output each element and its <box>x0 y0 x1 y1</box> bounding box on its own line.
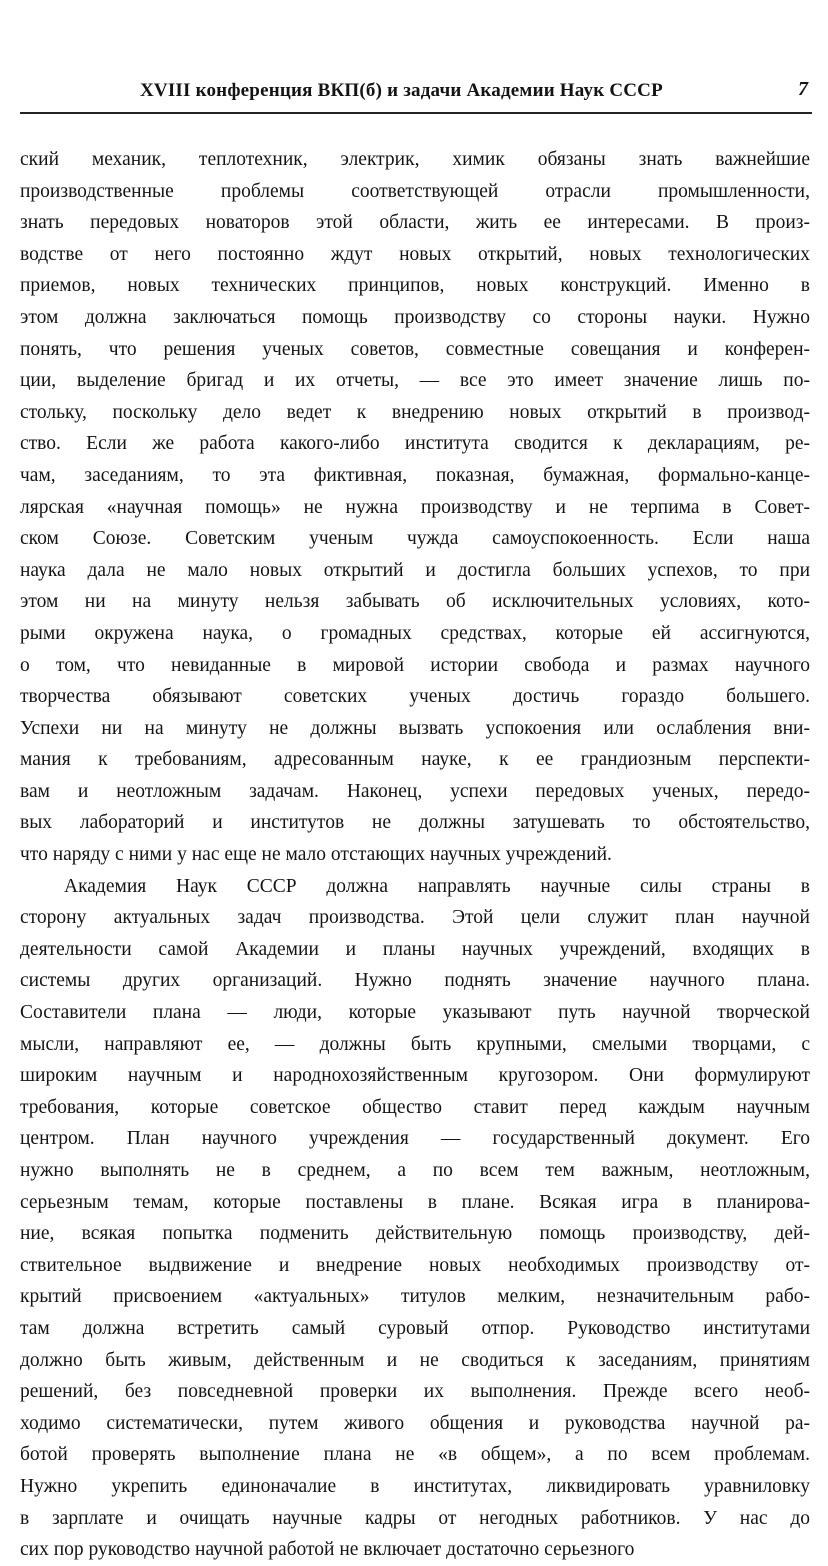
text-line: требования, которые советское общество ставит перед каждым научным <box>20 1096 810 1118</box>
text-line: вам и неотложным задачам. Наконец, успехи передовых ученых, передо- <box>20 780 810 802</box>
text-line: центром. План научного учреждения — государственный документ. Его <box>20 1128 810 1150</box>
text-line: ском Союзе. Советским ученым чужда самоуспокоенность. Если наша <box>20 528 810 550</box>
text-line: рыми окружена наука, о громадных средствах, которые ей ассигнуются, <box>20 622 810 644</box>
text-line: мания к требованиям, адресованным науке, к ее грандиозным перспекти- <box>20 749 810 771</box>
text-line: знать передовых новаторов этой области, жить ее интересами. В произ- <box>20 212 810 234</box>
text-line: ствительное выдвижение и внедрение новых необходимых производству от- <box>20 1254 810 1276</box>
text-line: Академия Наук СССР должна направлять научные силы страны в <box>64 875 810 897</box>
paragraph <box>20 144 810 871</box>
text-line: сторону актуальных задач производства. Этой цели служит план научной <box>20 907 810 929</box>
text-line: широким научным и народнохозяйственным кругозором. Они формулируют <box>20 1065 810 1087</box>
text-line: решений, без повседневной проверки их выполнения. Прежде всего необ- <box>20 1381 810 1403</box>
body-text <box>20 144 810 1566</box>
running-head <box>20 80 812 104</box>
text-line: производственные проблемы соответствующей отрасли промышленности, <box>20 180 810 202</box>
text-line: этом ни на минуту нельзя забывать об исключительных условиях, кото- <box>20 591 810 613</box>
text-line: понять, что решения ученых советов, совместные совещания и конферен- <box>20 338 810 360</box>
text-line: серьезным темам, которые поставлены в плане. Всякая игра в планирова- <box>20 1191 810 1213</box>
text-line: чам, заседаниям, то эта фиктивная, показная, бумажная, формально-канце- <box>20 464 810 486</box>
text-line: сих пор руководство научной работой не включает достаточно серьезного <box>20 1539 635 1561</box>
header-divider <box>20 112 812 114</box>
page-number: 7 <box>798 78 808 100</box>
text-line: что наряду с ними у нас еще не мало отстающих научных учреждений. <box>20 844 612 866</box>
text-line: приемов, новых технических принципов, новых конструкций. Именно в <box>20 275 810 297</box>
text-line: водстве от него постоянно ждут новых открытий, новых технологических <box>20 243 810 265</box>
text-line: должно быть живым, действенным и не сводиться к заседаниям, принятиям <box>20 1349 810 1371</box>
running-title: XVIII конференция ВКП(б) и задачи Академии Наук СССР <box>140 80 663 101</box>
text-line: о том, что невиданные в мировой истории свобода и размах научного <box>20 654 810 676</box>
text-line: этом должна заключаться помощь производству со стороны науки. Нужно <box>20 306 810 328</box>
text-line: стольку, поскольку дело ведет к внедрению новых открытий в производ- <box>20 401 810 423</box>
text-line: ние, всякая попытка подменить действительную помощь производству, дей- <box>20 1223 810 1245</box>
text-line: системы других организаций. Нужно поднять значение научного плана. <box>20 970 810 992</box>
text-line: Нужно укрепить единоначалие в институтах, ликвидировать уравниловку <box>20 1475 810 1497</box>
text-line: ботой проверять выполнение плана не «в общем», а по всем проблемам. <box>20 1444 810 1466</box>
text-line: крытий присвоением «актуальных» титулов мелким, незначительным рабо- <box>20 1286 810 1308</box>
text-line: Составители плана — люди, которые указывают путь научной творческой <box>20 1002 810 1024</box>
text-line: мысли, направляют ее, — должны быть крупными, смелыми творцами, с <box>20 1033 810 1055</box>
text-line: творчества обязывают советских ученых достичь гораздо большего. <box>20 686 810 708</box>
text-line: наука дала не мало новых открытий и достигла больших успехов, то при <box>20 559 810 581</box>
text-line: ский механик, теплотехник, электрик, химик обязаны знать важнейшие <box>20 149 810 170</box>
text-line: вых лабораторий и институтов не должны затушевать то обстоятельство, <box>20 812 810 834</box>
text-line: в зарплате и очищать научные кадры от негодных работников. У нас до <box>20 1507 810 1529</box>
paragraph <box>20 871 810 1566</box>
text-line: ство. Если же работа какого-либо института сводится к декларациям, ре- <box>20 433 810 455</box>
text-line: ции, выделение бригад и их отчеты, — все это имеет значение лишь по- <box>20 370 810 392</box>
text-line: ходимо систематически, путем живого общения и руководства научной ра- <box>20 1412 810 1434</box>
text-line: лярская «научная помощь» не нужна производству и не терпима в Совет- <box>20 496 810 518</box>
text-line: Успехи ни на минуту не должны вызвать успокоения или ослабления вни- <box>20 717 810 739</box>
text-line: деятельности самой Академии и планы научных учреждений, входящих в <box>20 938 810 960</box>
text-line: там должна встретить самый суровый отпор. Руководство институтами <box>20 1317 810 1339</box>
text-line: нужно выполнять не в среднем, а по всем тем важным, неотложным, <box>20 1160 810 1181</box>
